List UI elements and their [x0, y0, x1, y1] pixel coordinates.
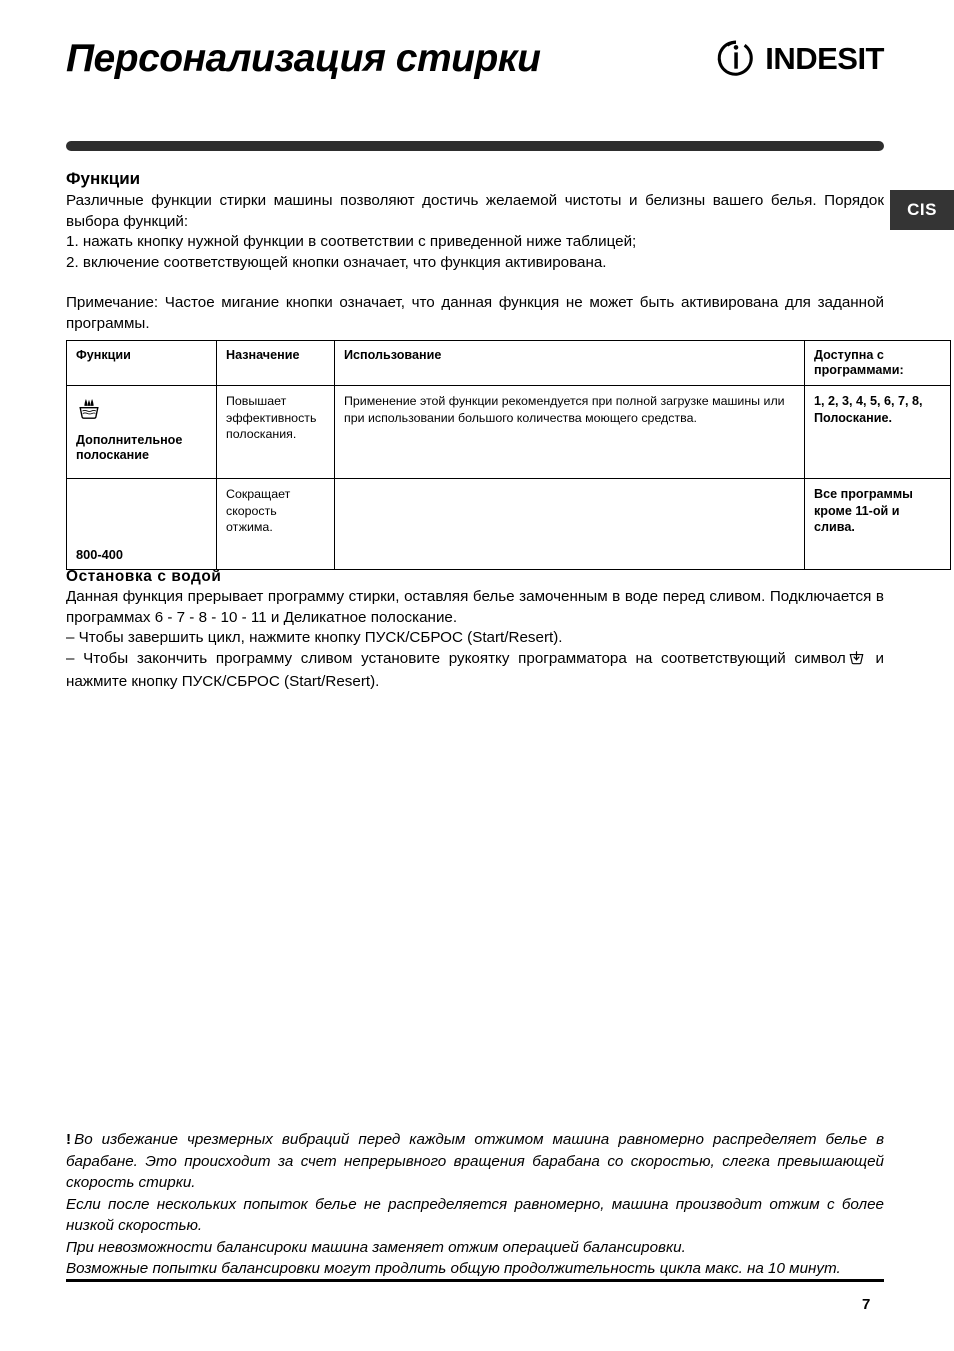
- drain-basin-arrow-icon: [848, 650, 865, 673]
- table-row: [67, 479, 951, 570]
- water-stop-bullet-2-part2: и нажмите кнопку ПУСК/СБРОС (Start/Resert).: [66, 649, 884, 690]
- row-1-purpose-text: Повышает эффективность полоскания.: [226, 394, 317, 441]
- intro-spacer: [66, 273, 884, 293]
- page-number: 7: [862, 1296, 871, 1313]
- note-paragraph-1: [66, 1129, 884, 1194]
- water-stop-bullet-2: [66, 649, 884, 693]
- row-1-purpose-cell: [217, 386, 335, 479]
- footer-divider: [66, 1279, 884, 1282]
- intro-step-1: 1. нажать кнопку нужной функции в соответствии с приведенной ниже таблицей;: [66, 233, 637, 251]
- brand-logo: [716, 38, 886, 78]
- row-2-available-cell: [805, 479, 951, 570]
- row-1-function-name: Дополнительное полоскание: [76, 433, 183, 462]
- extra-rinse-basin-icon: [76, 397, 208, 425]
- row-1-available-text: 1, 2, 3, 4, 5, 6, 7, 8, Полоскание.: [814, 394, 923, 425]
- functions-table: [66, 340, 951, 570]
- brand-wordmark: INDESIT: [765, 40, 884, 76]
- row-2-function-cell: [67, 479, 217, 570]
- table-header-functions-label: Функции: [76, 348, 131, 362]
- intro-note: Примечание: Частое мигание кнопки означает, что данная функция не может быть активирована для заданной программы.: [66, 294, 884, 332]
- row-2-usage-cell: [335, 479, 805, 570]
- table-header-functions: [67, 341, 217, 386]
- section-divider-bar: [66, 141, 884, 151]
- table-header-usage-label: Использование: [344, 348, 442, 362]
- row-1-usage-cell: [335, 386, 805, 479]
- table-header-purpose-label: Назначение: [226, 348, 300, 362]
- table-header-available-label-1: Доступна с: [814, 348, 884, 362]
- table-header-row: [67, 341, 951, 386]
- row-1-function-cell: [67, 386, 217, 479]
- water-stop-heading: Остановка с водой: [66, 568, 222, 585]
- table-header-purpose: [217, 341, 335, 386]
- row-2-purpose-cell: [217, 479, 335, 570]
- table-header-available: [805, 341, 951, 386]
- language-tab-cis: CIS: [890, 190, 954, 230]
- intro-section: [66, 168, 884, 334]
- table-header-usage: [335, 341, 805, 386]
- row-2-purpose-text: Сокращает скорость отжима.: [226, 487, 291, 534]
- table-header-available-label-2: программами:: [814, 363, 904, 377]
- water-stop-bullet-1: – Чтобы завершить цикл, нажмите кнопку ПУСК/СБРОС (Start/Resert).: [66, 629, 563, 646]
- note-paragraph-3: При невозможности балансироки машина заменяет отжим операцией балансировки.: [66, 1238, 686, 1256]
- note-paragraph-1-text: Во избежание чрезмерных вибраций перед каждым отжимом машина равномерно распределяет белье в барабане. Это происходит за счет непрерывного вращения барабана со скоростью, слегка превышающей скорость стирки.: [66, 1131, 884, 1191]
- water-stop-bullet-2-part1: – Чтобы закончить программу сливом установите рукоятку программатора на соответствующий символ: [66, 649, 846, 667]
- row-1-usage-text: Применение этой функции рекомендуется при полной загрузке машины или при использовании большого количества моющего средства.: [344, 394, 785, 425]
- intro-step-2: 2. включение соответствующей кнопки означает, что функция активирована.: [66, 253, 607, 271]
- water-stop-paragraph: Данная функция прерывает программу стирки, оставляя белье замоченным в воде перед сливом. Подключается в программах 6 - 7 - 8 - 10 - 11 и Деликатное полоскание.: [66, 588, 884, 626]
- page-header: [66, 26, 886, 90]
- indesit-power-i-icon: [716, 38, 756, 78]
- bottom-warning-note: [66, 1129, 884, 1280]
- row-1-available-cell: [805, 386, 951, 479]
- intro-heading: Функции: [66, 169, 141, 188]
- note-paragraph-2: Если после нескольких попыток белье не распределяется равномерно, машина производит отжим с более низкой скоростью.: [66, 1195, 884, 1234]
- intro-paragraph: Различные функции стирки машины позволяют достичь желаемой чистоты и белизны вашего белья. Порядок выбора функций:: [66, 192, 884, 230]
- water-stop-section: [66, 566, 884, 693]
- row-2-function-name: 800-400: [76, 547, 123, 562]
- row-2-available-text: Все программы кроме 11-ой и слива.: [814, 487, 913, 534]
- note-exclamation-marker: !: [66, 1131, 72, 1148]
- note-paragraph-4: Возможные попытки балансировки могут продлить общую продолжительность цикла макс. на 10 минут.: [66, 1260, 841, 1277]
- table-row: [67, 386, 951, 479]
- page-title: Персонализация стирки: [66, 36, 541, 80]
